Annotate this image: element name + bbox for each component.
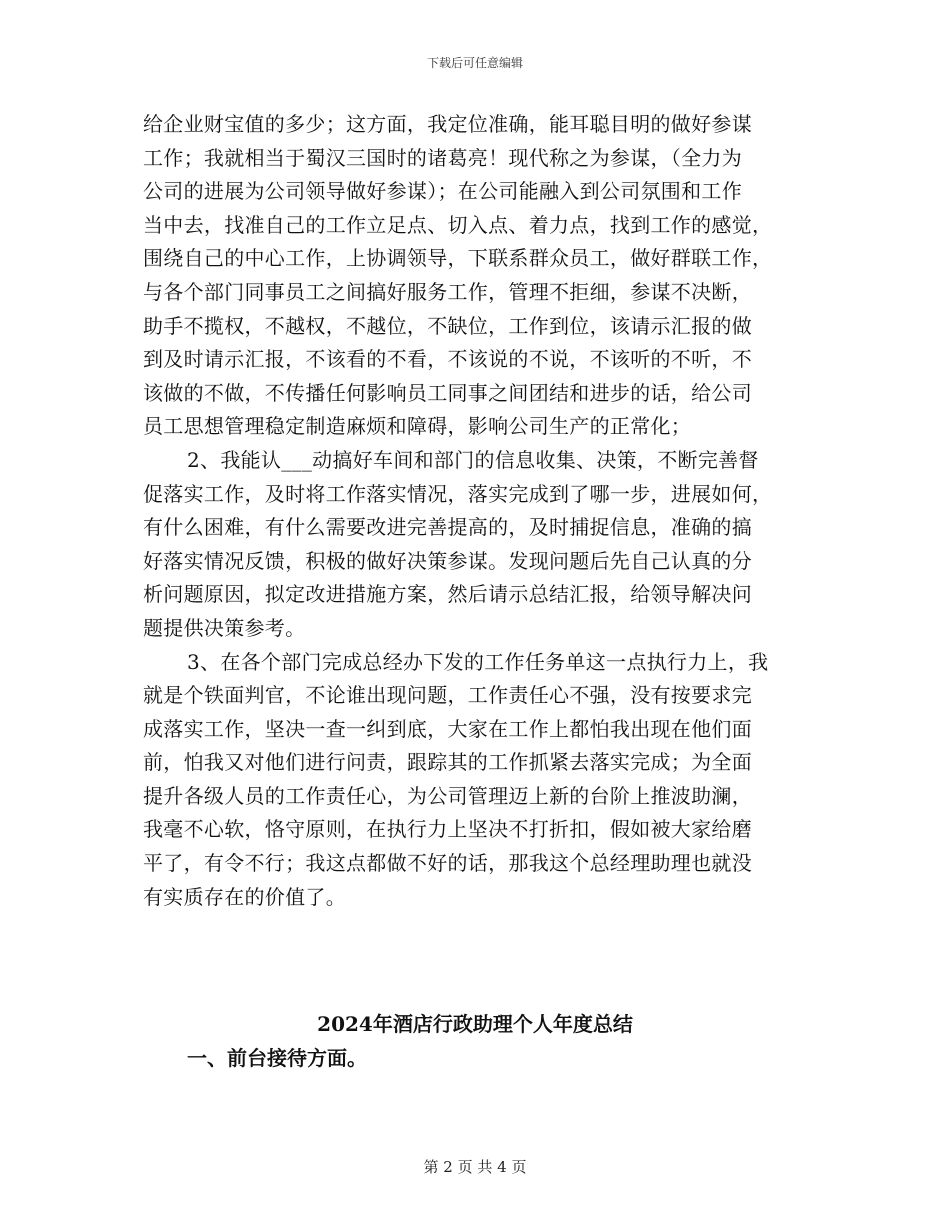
document-body: [143, 108, 809, 914]
text-line-indented: 3、在各个部门完成总经办下发的工作任务单这一点执行力上，我: [187, 649, 769, 674]
section-heading: 一、前台接待方面。: [187, 1046, 367, 1070]
paragraph-1: [143, 108, 809, 444]
text-line: 我毫不心软，恪守原则，在执行力上坚决不打折扣，假如被大家给磨: [143, 817, 752, 842]
text-line: 助手不揽权，不越权，不越位，不缺位，工作到位，该请示汇报的做: [143, 313, 752, 338]
text-line: 该做的不做，不传播任何影响员工同事之间团结和进步的话，给公司: [143, 380, 752, 405]
paragraph-2: [143, 444, 809, 646]
text-line: 成落实工作，坚决一查一纠到底，大家在工作上都怕我出现在他们面: [143, 716, 752, 741]
text-line: 就是个铁面判官，不论谁出现问题，工作责任心不强，没有按要求完: [143, 683, 752, 708]
text-line: 好落实情况反馈，积极的做好决策参谋。发现问题后先自己认真的分: [143, 548, 752, 573]
text-line: 给企业财宝值的多少；这方面，我定位准确，能耳聪目明的做好参谋: [143, 112, 752, 136]
paragraph-3: [143, 646, 809, 915]
text-line: 当中去，找准自己的工作立足点、切入点、着力点，找到工作的感觉，: [143, 212, 773, 237]
text-line: 工作；我就相当于蜀汉三国时的诸葛亮！现代称之为参谋，（全力为: [143, 145, 742, 170]
text-line: 与各个部门同事员工之间搞好服务工作，管理不拒细，参谋不决断，: [143, 279, 752, 304]
text-line: 题提供决策参考。: [143, 615, 306, 640]
page-header-note: 下载后可任意编辑: [426, 56, 523, 70]
text-line: 促落实工作，及时将工作落实情况，落实完成到了哪一步，进展如何，: [143, 481, 773, 506]
text-line: 到及时请示汇报，不该看的不看，不该说的不说，不该听的不听，不: [143, 347, 752, 372]
text-line: 员工思想管理稳定制造麻烦和障碍，影响公司生产的正常化；: [143, 414, 692, 439]
text-line: 平了，有令不行；我这点都做不好的话，那我这个总经理助理也就没: [143, 851, 752, 876]
text-line: 公司的进展为公司领导做好参谋）；在公司能融入到公司氛围和工作: [143, 179, 742, 204]
text-line: 围绕自己的中心工作，上协调领导，下联系群众员工，做好群联工作，: [143, 246, 773, 271]
page-number-footer: 第 2 页 共 4 页: [423, 1158, 527, 1176]
text-line: 有什么困难，有什么需要改进完善提高的，及时捕捉信息，准确的搞: [143, 515, 752, 540]
text-line: 提升各级人员的工作责任心，为公司管理迈上新的台阶上推波助澜，: [143, 783, 752, 808]
text-line: 析问题原因，拟定改进措施方案，然后请示总结汇报，给领导解决问: [143, 582, 752, 607]
text-line: 前，怕我又对他们进行问责，跟踪其的工作抓紧去落实完成；为全面: [143, 750, 752, 775]
text-line: 有实质存在的价值了。: [143, 884, 346, 909]
document-title: 2024年酒店行政助理个人年度总结: [317, 1012, 633, 1036]
text-line-indented: 2、我能认___动搞好车间和部门的信息收集、决策，不断完善督: [187, 447, 759, 472]
